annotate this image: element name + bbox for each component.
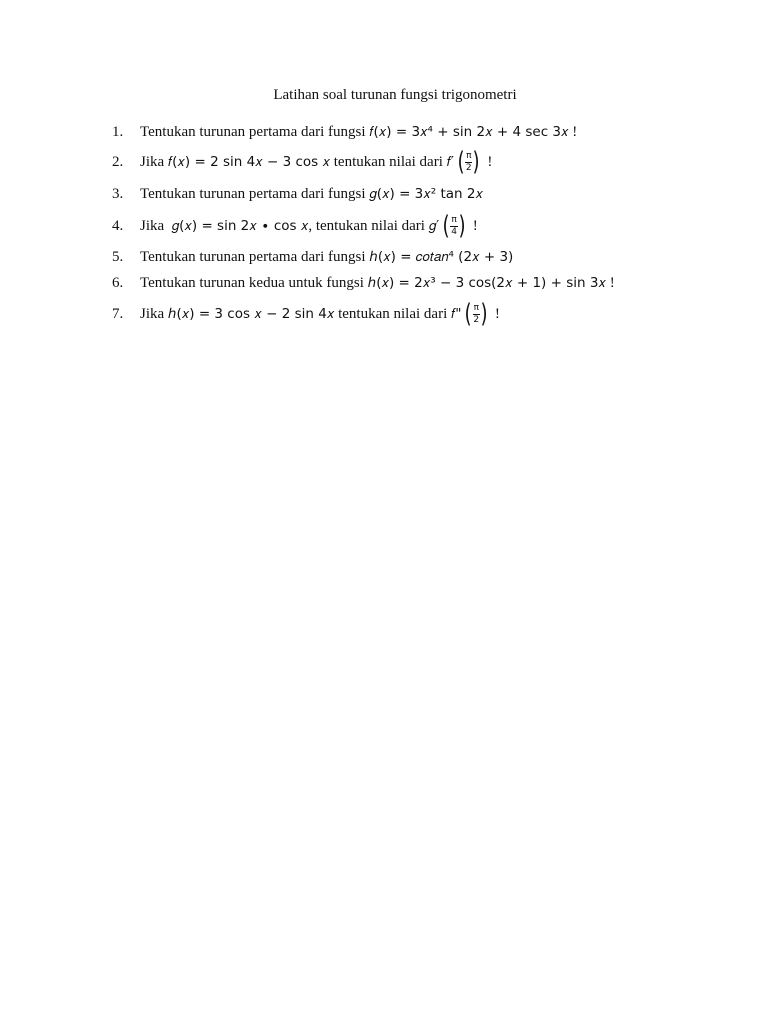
math-expression: 𝑓(𝑥) = 3𝑥⁴ + sin 2𝑥 + 4 sec 3𝑥 <box>369 124 569 140</box>
question-number: 2. <box>112 153 124 170</box>
derivative-symbol: 𝑔′ <box>428 218 440 234</box>
fraction-argument <box>463 301 489 327</box>
right-paren: ) <box>480 299 488 329</box>
question-text: Tentukan turunan kedua untuk fungsi <box>140 274 368 291</box>
question-item <box>112 270 615 296</box>
question-text-2: , tentukan nilai dari <box>308 217 429 234</box>
question-number: 3. <box>112 185 124 202</box>
fraction-numerator: π <box>466 150 472 161</box>
fraction-numerator: π <box>451 214 457 225</box>
math-expression: ℎ(𝑥) = 3 cos 𝑥 − 2 sin 4𝑥 <box>167 306 335 322</box>
right-paren: ) <box>458 211 466 241</box>
question-text: Tentukan turunan pertama dari fungsi <box>140 185 370 202</box>
fraction <box>465 152 472 173</box>
math-expression: ℎ(𝑥) = 2𝑥³ − 3 cos(2𝑥 + 1) + sin 3𝑥 <box>367 275 606 291</box>
math-expression: 𝑔(𝑥) = 3𝑥² tan 2𝑥 <box>369 186 484 202</box>
question-item <box>112 296 615 332</box>
document-title: Latihan soal turunan fungsi trigonometri <box>273 87 517 103</box>
fraction-denominator: 4 <box>451 226 457 237</box>
math-expression: 𝑓(𝑥) = 2 sin 4𝑥 − 3 cos 𝑥 <box>167 154 330 170</box>
question-text: Tentukan turunan pertama dari fungsi <box>140 248 370 265</box>
fraction-numerator: π <box>473 302 479 313</box>
right-paren: ) <box>473 147 481 177</box>
question-list <box>112 120 615 332</box>
question-text-2: tentukan nilai dari <box>334 305 451 322</box>
question-item <box>112 244 615 270</box>
question-number: 5. <box>112 248 124 265</box>
left-paren: ( <box>457 147 465 177</box>
fraction-argument <box>456 149 482 175</box>
question-text: Jika <box>140 217 172 234</box>
question-number: 7. <box>112 305 124 322</box>
fraction-argument <box>441 213 467 239</box>
left-paren: ( <box>442 211 450 241</box>
fraction-denominator: 2 <box>473 314 480 325</box>
question-end: ! <box>568 123 578 140</box>
derivative-symbol: 𝑓" <box>451 306 462 322</box>
question-number: 4. <box>112 217 124 234</box>
question-text: Tentukan turunan pertama dari fungsi <box>140 123 370 140</box>
question-end: ! <box>483 153 493 170</box>
question-item <box>112 144 615 180</box>
question-item <box>112 208 615 244</box>
question-text-2: tentukan nilai dari <box>330 153 447 170</box>
question-text: Jika <box>140 153 168 170</box>
fraction-denominator: 2 <box>465 162 472 173</box>
question-item <box>112 180 615 208</box>
question-end: ! <box>468 217 478 234</box>
question-number: 1. <box>112 123 124 140</box>
question-end: ! <box>491 305 500 322</box>
math-expression: 𝑔(𝑥) = sin 2𝑥 ∙ cos 𝑥 <box>171 218 309 234</box>
derivative-symbol: 𝑓′ <box>446 154 454 170</box>
question-text: Jika <box>140 305 168 322</box>
left-paren: ( <box>464 299 473 329</box>
question-number: 6. <box>112 274 124 291</box>
fraction <box>450 216 457 237</box>
fraction <box>473 304 480 325</box>
math-expression: ℎ(𝑥) = 𝑐𝑜𝑡𝑎𝑛⁴ (2𝑥 + 3) <box>369 249 514 265</box>
question-end: ! <box>605 274 615 291</box>
question-item <box>112 120 615 144</box>
